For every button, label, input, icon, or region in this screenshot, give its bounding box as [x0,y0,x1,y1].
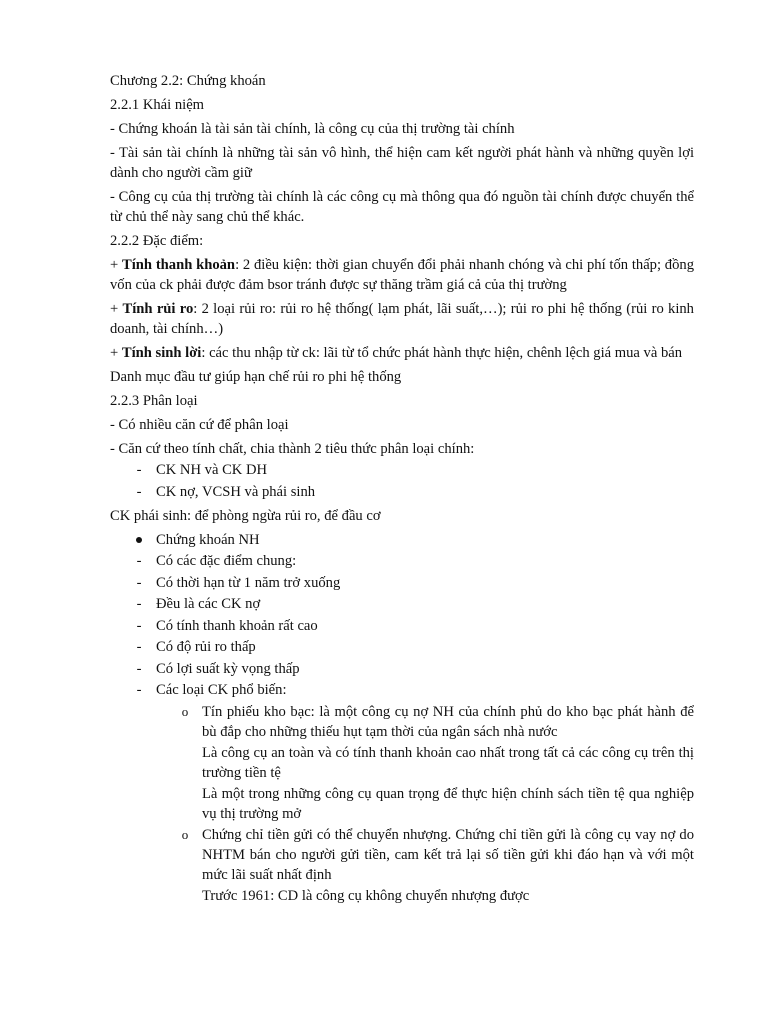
sub-item-continuation: Là một trong những công cụ quan trọng để thực hiện chính sách tiền tệ qua nghiệp vụ thị trường mở [202,785,694,822]
bullet-icon [136,537,142,543]
feature-risk-term: Tính rủi ro [122,301,194,317]
section-2-2-1-title: 2.2.1 Khái niệm [110,97,205,113]
sub-item-continuation: Là công cụ an toàn và có tính thanh khoản cao nhất trong tất cả các công cụ trên thị trường tiền tệ [202,744,694,781]
list-item [110,637,694,657]
list-item [110,659,694,679]
list-item [110,460,694,480]
dash-marker: - [136,617,142,634]
list-item-text: CK NH và CK DH [156,462,268,478]
list-item [110,680,694,700]
list-item [110,551,694,571]
feature-risk-text: : 2 loại rủi ro: rủi ro hệ thống( lạm phát, lãi suất,…); rủi ro phi hệ thống (rủi ro kinh doanh, tài chính…) [110,301,694,337]
list-item-text: Các loại CK phổ biến: [156,682,287,698]
document-page [110,71,694,907]
feature-profitability [110,343,694,363]
classification-paragraph-2: - Căn cứ theo tính chất, chia thành 2 tiêu thức phân loại chính: [110,441,475,457]
circle-marker: o [181,826,189,842]
list-item-text: Có độ rủi ro thấp [156,639,256,655]
list-item-text: Có các đặc điểm chung: [156,553,297,569]
sub-item-text: Tín phiếu kho bạc: là một công cụ nợ NH của chính phủ do kho bạc phát hành để bù đắp cho những thiếu hụt tạm thời của ngân sách nhà nước [202,703,694,740]
list-item-text: Chứng khoán NH [156,531,260,548]
dash-marker: - [136,574,142,591]
definition-paragraph-3: - Công cụ của thị trường tài chính là các công cụ mà thông qua đó nguồn tài chính được chuyển thể từ chủ thể này sang chủ thể khác. [110,189,694,225]
list-item-text: Có tính thanh khoản rất cao [156,617,318,634]
feature-risk [110,299,694,339]
section-2-2-3-title: 2.2.3 Phân loại [110,393,198,409]
feature-liquidity-text: : 2 điều kiện: thời gian chuyển đổi phải nhanh chóng và chi phí tốn thấp; đồng vốn của ck phải được đảm bsor tránh được sự thăng trầm giá cả của thị trường [110,257,694,293]
list-item [110,573,694,593]
dash-marker: - [136,660,142,677]
classification-paragraph-1: - Có nhiều căn cứ để phân loại [110,417,289,433]
list-item-text: Đều là các CK nợ [156,596,261,612]
feature-liquidity-prefix: + [110,257,123,273]
dash-marker: - [136,553,142,569]
dash-marker: - [136,682,142,698]
feature-liquidity-term: Tính thanh khoản [122,257,236,273]
list-item-text: Có thời hạn từ 1 năm trở xuống [156,574,341,591]
feature-profitability-text: : các thu nhập từ ck: lãi từ tổ chức phát hành thực hiện, chênh lệch giá mua và bán [201,345,683,361]
section-2-2-2-title: 2.2.2 Đặc điểm: [110,233,204,249]
list-item [110,594,694,614]
feature-profitability-prefix: + [110,345,122,361]
dash-marker: - [136,596,142,612]
dash-marker: - [136,483,142,500]
dash-marker: - [136,639,142,655]
dash-marker: - [136,462,142,478]
sub-item-text: Chứng chỉ tiền gửi có thể chuyển nhượng. Chứng chỉ tiền gửi là công cụ vay nợ do NHTM bán cho người gửi tiền, cam kết trả lại số tiền gửi khi đáo hạn và với một mức lãi suất nhất định [202,826,694,883]
feature-liquidity [110,255,694,295]
sub-item-treasury-bill [110,702,694,742]
list-item [110,530,694,550]
feature-profitability-term: Tính sinh lời [121,345,202,361]
feature-risk-prefix: + [110,301,123,317]
portfolio-note: Danh mục đầu tư giúp hạn chế rủi ro phi hệ thống [110,369,402,385]
list-item [110,616,694,636]
chapter-title: Chương 2.2: Chứng khoán [110,73,266,89]
list-item-text: Có lợi suất kỳ vọng thấp [156,660,300,677]
classification-list [110,460,694,502]
short-term-list [110,530,694,701]
sub-item-continuation: Trước 1961: CD là công cụ không chuyển nhượng được [202,887,530,904]
definition-paragraph-2: - Tài sản tài chính là những tài sản vô hình, thể hiện cam kết người phát hành và những quyền lợi dành cho người cầm giữ [110,145,694,181]
list-item [110,482,694,502]
definition-paragraph-1: - Chứng khoán là tài sản tài chính, là công cụ của thị trường tài chính [110,121,515,137]
sub-item-certificate-of-deposit [110,825,694,885]
derivative-note: CK phái sinh: để phòng ngừa rủi ro, để đầu cơ [110,507,381,524]
list-item-text: CK nợ, VCSH và phái sinh [156,483,316,500]
circle-marker: o [181,703,189,719]
